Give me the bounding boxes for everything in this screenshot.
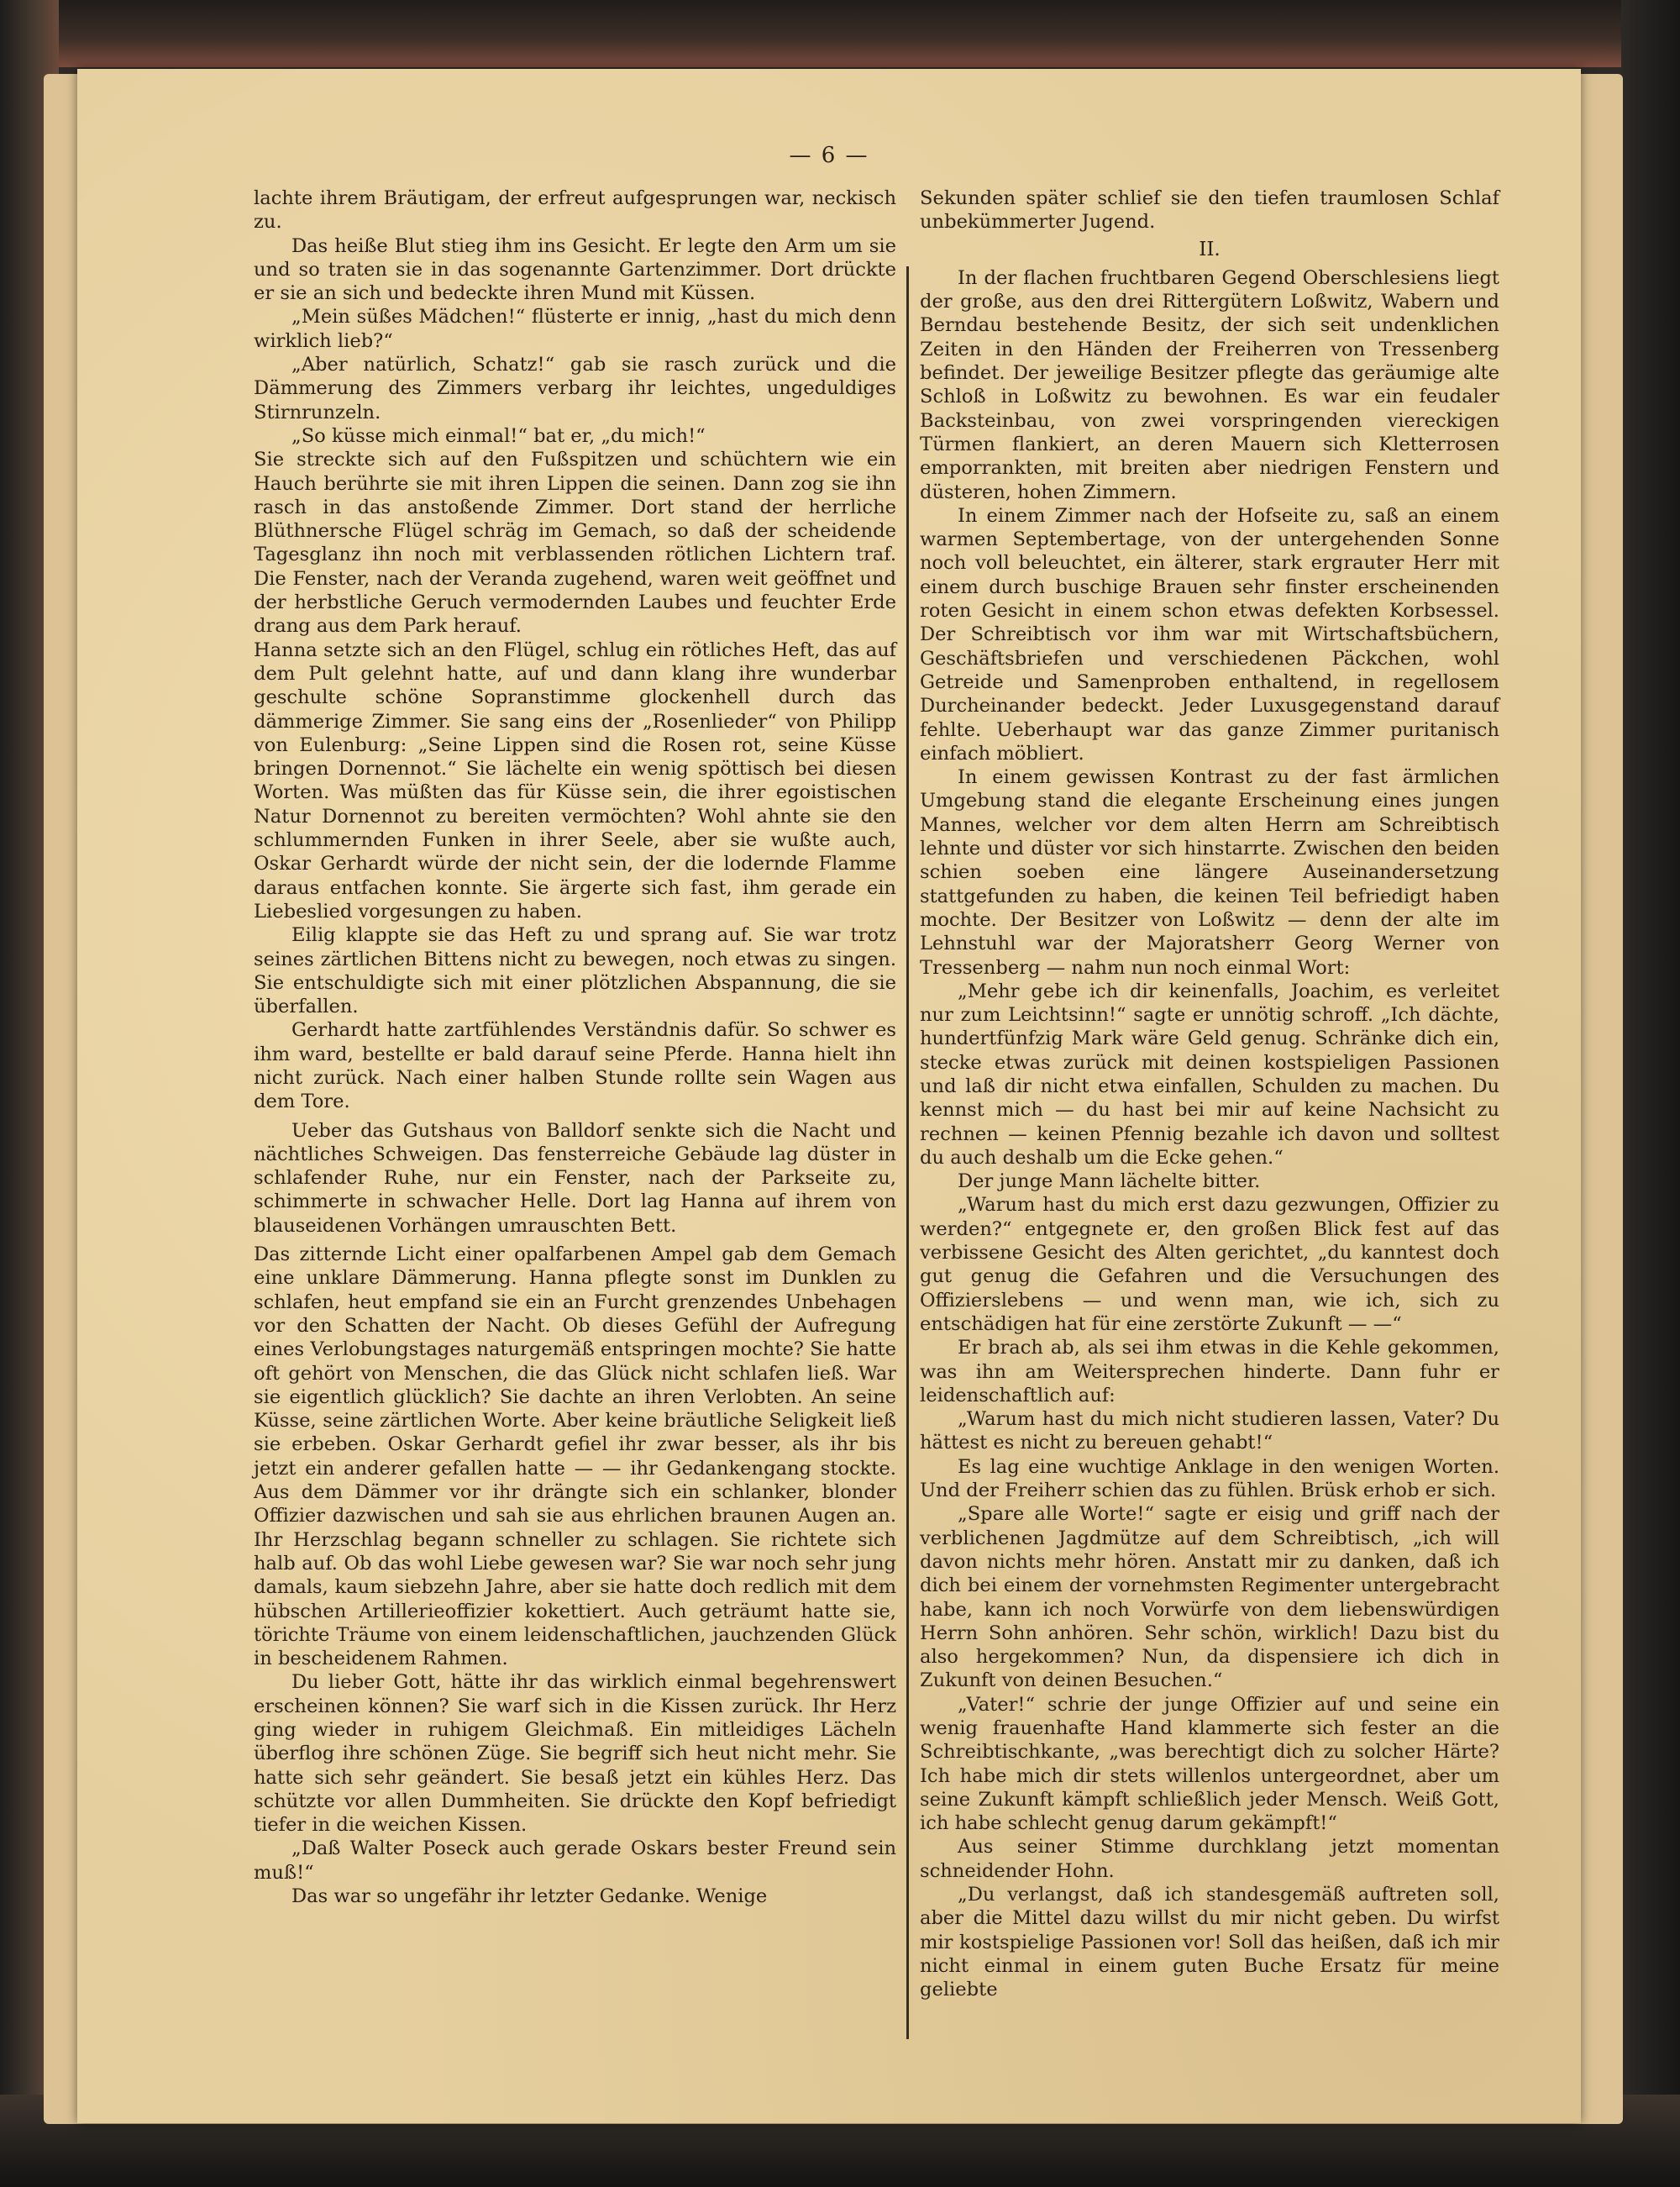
paragraph: Ueber das Gutshaus von Balldorf senkte sich die Nacht und nächtliches Schweigen. Das fensterreiche Gebäude lag düster in schlafender Ruhe, nur ein Fenster, nach der Parkseite zu, schimmerte in schwacher Helle. Dort lag Hanna auf ihrem von blauseidenen Vorhängen umrauschten Bett. (254, 1119, 896, 1237)
paragraph: „So küsse mich einmal!“ bat er, „du mich!“ (291, 424, 706, 447)
right-column (920, 187, 1499, 2002)
paragraph: Es lag eine wuchtige Anklage in den wenigen Worten. Und der Freiherr schien das zu fühlen. Brüsk erhob er sich. (920, 1455, 1499, 1502)
paragraph: „Spare alle Worte!“ sagte er eisig und griff nach der verblichenen Jagdmütze auf dem Schreibtisch, „ich will davon nichts mehr hören. Anstatt mir zu danken, daß ich dich bei einem der vornehmsten Regimenter untergebracht habe, kann ich noch Vorwürfe von dem liebenswürdigen Herrn Sohn anhören. Sehr schön, wirklich! Dazu bist du also hergekommen? Nun, da dispensiere ich dich in Zukunft von deinen Besuchen.“ (920, 1503, 1499, 1692)
paragraph: In einem Zimmer nach der Hofseite zu, saß an einem warmen Septembertage, von der untergehenden Sonne noch voll beleuchtet, ein älterer, stark ergrauter Herr mit einem durch buschige Brauen sehr finster erscheinenden roten Gesicht in einem schon etwas defekten Korbsessel. Der Schreibtisch vor ihm war mit Wirtschaftsbüchern, Geschäftsbriefen und verschiedenen Päckchen, wohl Getreide und Samenproben enthaltend, in regellosem Durcheinander bedeckt. Jeder Luxusgegenstand darauf fehlte. Ueberhaupt war das ganze Zimmer puritanisch einfach möbliert. (920, 504, 1499, 765)
left-column (254, 187, 896, 1908)
paragraph: Eilig klappte sie das Heft zu und sprang auf. Sie war trotz seines zärtlichen Bittens nicht zu bewegen, noch etwas zu singen. Sie entschuldigte sich mit einer plötzlichen Abspannung, die sie überfallen. (254, 924, 896, 1018)
paragraph: Der junge Mann lächelte bitter. (958, 1170, 1261, 1193)
paragraph: In einem gewissen Kontrast zu der fast ärmlichen Umgebung stand die elegante Erscheinung eines jungen Mannes, welcher vor dem alten Herrn am Schreibtisch lehnte und düster vor sich hinstarrte. Zwischen den beiden schien soeben eine längere Auseinandersetzung stattgefunden zu haben, die keinen Teil befriedigt haben mochte. Der Besitzer von Loßwitz — denn der alte im Lehnstuhl war der Majoratsherr Georg Werner von Tressenberg — nahm nun noch einmal Wort: (920, 766, 1499, 979)
paragraph: Das war so ungefähr ihr letzter Gedanke. Wenige (291, 1885, 768, 1908)
page-number: — 6 — (789, 143, 869, 168)
document-page (77, 69, 1581, 2123)
book-cover-top (59, 0, 1680, 67)
paragraph: Gerhardt hatte zartfühlendes Verständnis dafür. So schwer es ihm ward, bestellte er bald darauf seine Pferde. Hanna hielt ihn nicht zurück. Nach einer halben Stunde rollte sein Wagen aus dem Tore. (254, 1019, 896, 1113)
paragraph: Sie streckte sich auf den Fußspitzen und schüchtern wie ein Hauch berührte sie mit ihren Lippen die seinen. Dann zog sie ihn rasch in das anstoßende Zimmer. Dort stand der herrliche Blüthnersche Flügel schräg im Gemach, so daß der scheidende Tagesglanz ihn noch mit verblassenden rötlichen Lichtern traf. Die Fenster, nach der Veranda zugehend, waren weit geöffnet und der herbstliche Geruch vermodernden Laubes und feuchter Erde drang aus dem Park herauf. (254, 449, 896, 638)
paragraph: Aus seiner Stimme durchklang jetzt momentan schneidender Hohn. (920, 1836, 1499, 1882)
paragraph: „Mehr gebe ich dir keinenfalls, Joachim, es verleitet nur zum Leichtsinn!“ sagte er unnötig schroff. „Ich dächte, hundertfünfzig Mark wäre Geld genug. Schränke dich ein, stecke etwas zurück mit deinen kostspieligen Passionen und laß dir nicht etwa einfallen, Schulden zu machen. Du kennst mich — du hast bei mir auf keine Nachsicht zu rechnen — keinen Pfennig bezahle ich davon und solltest du auch deshalb um die Ecke gehen.“ (920, 980, 1499, 1169)
book-cover-right (1621, 0, 1680, 2187)
paragraph: Das zitternde Licht einer opalfarbenen Ampel gab dem Gemach eine unklare Dämmerung. Hanna pflegte sonst im Dunklen zu schlafen, heut empfand sie ein an Furcht grenzendes Unbehagen vor den Schatten der Nacht. Ob dieses Gefühl der Aufregung eines Verlobungstages naturgemäß entspringen mochte? Sie hatte oft gehört von Menschen, die das Glück nicht schlafen ließ. War sie eigentlich glücklich? Sie dachte an ihren Verlobten. An seine Küsse, seine zärtlichen Worte. Aber keine bräutliche Seligkeit ließ sie erbeben. Oskar Gerhardt gefiel ihr zwar besser, als ihr bis jetzt ein anderer gefallen hatte — — ihr Gedankengang stockte. Aus dem Dämmer vor ihr drängte sich ein schlanker, blonder Offizier dazwischen und sah sie aus ehrlichen braunen Augen an. Ihr Herzschlag begann schneller zu schlagen. Sie richtete sich halb auf. Ob das wohl Liebe gewesen war? Sie war noch sehr jung damals, kaum siebzehn Jahre, aber sie hatte doch redlich mit dem hübschen Artillerieoffizier kokettiert. Auch geträumt hatte sie, törichte Träume von einem leidenschaftlichen, jauchzenden Glück in bescheidenem Rahmen. (254, 1243, 896, 1670)
paragraph: Sekunden später schlief sie den tiefen traumlosen Schlaf unbekümmerter Jugend. (920, 187, 1499, 234)
paragraph: lachte ihrem Bräutigam, der erfreut aufgesprungen war, neckisch zu. (254, 187, 896, 234)
paragraph: „Vater!“ schrie der junge Offizier auf und seine ein wenig frauenhafte Hand klammerte sich fester an die Schreibtischkante, „was berechtigt dich zu solcher Härte? Ich habe mich dir stets willenlos untergeordnet, aber um seine Zukunft kämpft schließlich jeder Mensch. Weiß Gott, ich habe schlecht genug darum gekämpft!“ (920, 1693, 1499, 1835)
paragraph: „Du verlangst, daß ich standesgemäß auftreten soll, aber die Mittel dazu willst du mir nicht geben. Du wirfst mir kostspielige Passionen vor! Soll das heißen, daß ich mir nicht einmal in einem guten Buche Ersatz für meine geliebte (920, 1884, 1499, 2001)
paragraph: „Aber natürlich, Schatz!“ gab sie rasch zurück und die Dämmerung des Zimmers verbarg ihr leichtes, ungeduldiges Stirnrunzeln. (254, 354, 896, 423)
paragraph: Du lieber Gott, hätte ihr das wirklich einmal begehrenswert erscheinen können? Sie warf sich in die Kissen zurück. Ihr Herz ging wieder in ruhigem Gleichmaß. Ein mitleidiges Lächeln überflog ihre schönen Züge. Sie begriff sich heut nicht mehr. Sie hatte sich sehr geändert. Sie besaß jetzt ein kühles Herz. Das schützte vor allen Dummheiten. Sie drückte den Kopf befriedigt tiefer in die weichen Kissen. (254, 1671, 896, 1837)
paragraph: Hanna setzte sich an den Flügel, schlug ein rötliches Heft, das auf dem Pult gelehnt hatte, auf und dann klang ihre wunderbar geschulte schöne Sopranstimme glockenhell durch das dämmerige Zimmer. Sie sang eins der „Rosenlieder“ von Philipp von Eulenburg: „Seine Lippen sind die Rosen rot, seine Küsse bringen Dornennot.“ Sie lächelte ein wenig spöttisch bei diesen Worten. Was müßten das für Küsse sein, die ihrer egoistischen Natur Dornennot zu bereiten vermöchten? Wohl ahnte sie den schlummernden Funken in ihrer Seele, aber sie wußte auch, Oskar Gerhardt würde der nicht sein, der die lodernde Flamme daraus entfachen konnte. Sie ärgerte sich fast, ihm gerade ein Liebeslied vorgesungen zu haben. (254, 639, 896, 923)
paragraph: „Mein süßes Mädchen!“ flüsterte er innig, „hast du mich denn wirklich lieb?“ (254, 306, 896, 352)
paragraph: Er brach ab, als sei ihm etwas in die Kehle gekommen, was ihn am Weitersprechen hinderte. Dann fuhr er leidenschaftlich auf: (920, 1337, 1499, 1406)
paragraph: In der flachen fruchtbaren Gegend Oberschlesiens liegt der große, aus den drei Rittergütern Loßwitz, Wabern und Berndau bestehende Besitz, der sich seit undenklichen Zeiten in den Händen der Freiherren von Tressenberg befindet. Der jeweilige Besitzer pflegte das geräumige alte Schloß in Loßwitz zu bewohnen. Es war ein feudaler Backsteinbau, von zwei vorspringenden viereckigen Türmen flankiert, an deren Mauern sich Kletterrosen emporrankten, mit breiten aber niedrigen Fenstern und düsteren, hohen Zimmern. (920, 266, 1499, 503)
chapter-heading: II. (1199, 238, 1221, 260)
paragraph: „Warum hast du mich erst dazu gezwungen, Offizier zu werden?“ entgegnete er, den großen Blick fest auf das verbissene Gesicht des Alten gerichtet, „du kanntest doch gut genug die Gefahren und die Versuchungen des Offizierslebens — und wenn man, wie ich, sich zu entschädigen hat für eine zerstörte Zukunft — —“ (920, 1194, 1499, 1335)
paragraph: Das heiße Blut stieg ihm ins Gesicht. Er legte den Arm um sie und so traten sie in das sogenannte Gartenzimmer. Dort drückte er sie an sich und bedeckte ihren Mund mit Küssen. (254, 234, 896, 305)
column-divider (906, 266, 909, 2039)
paragraph: „Daß Walter Poseck auch gerade Oskars bester Freund sein muß!“ (254, 1837, 896, 1884)
paragraph: „Warum hast du mich nicht studieren lassen, Vater? Du hättest es nicht zu bereuen gehabt!“ (920, 1408, 1499, 1454)
